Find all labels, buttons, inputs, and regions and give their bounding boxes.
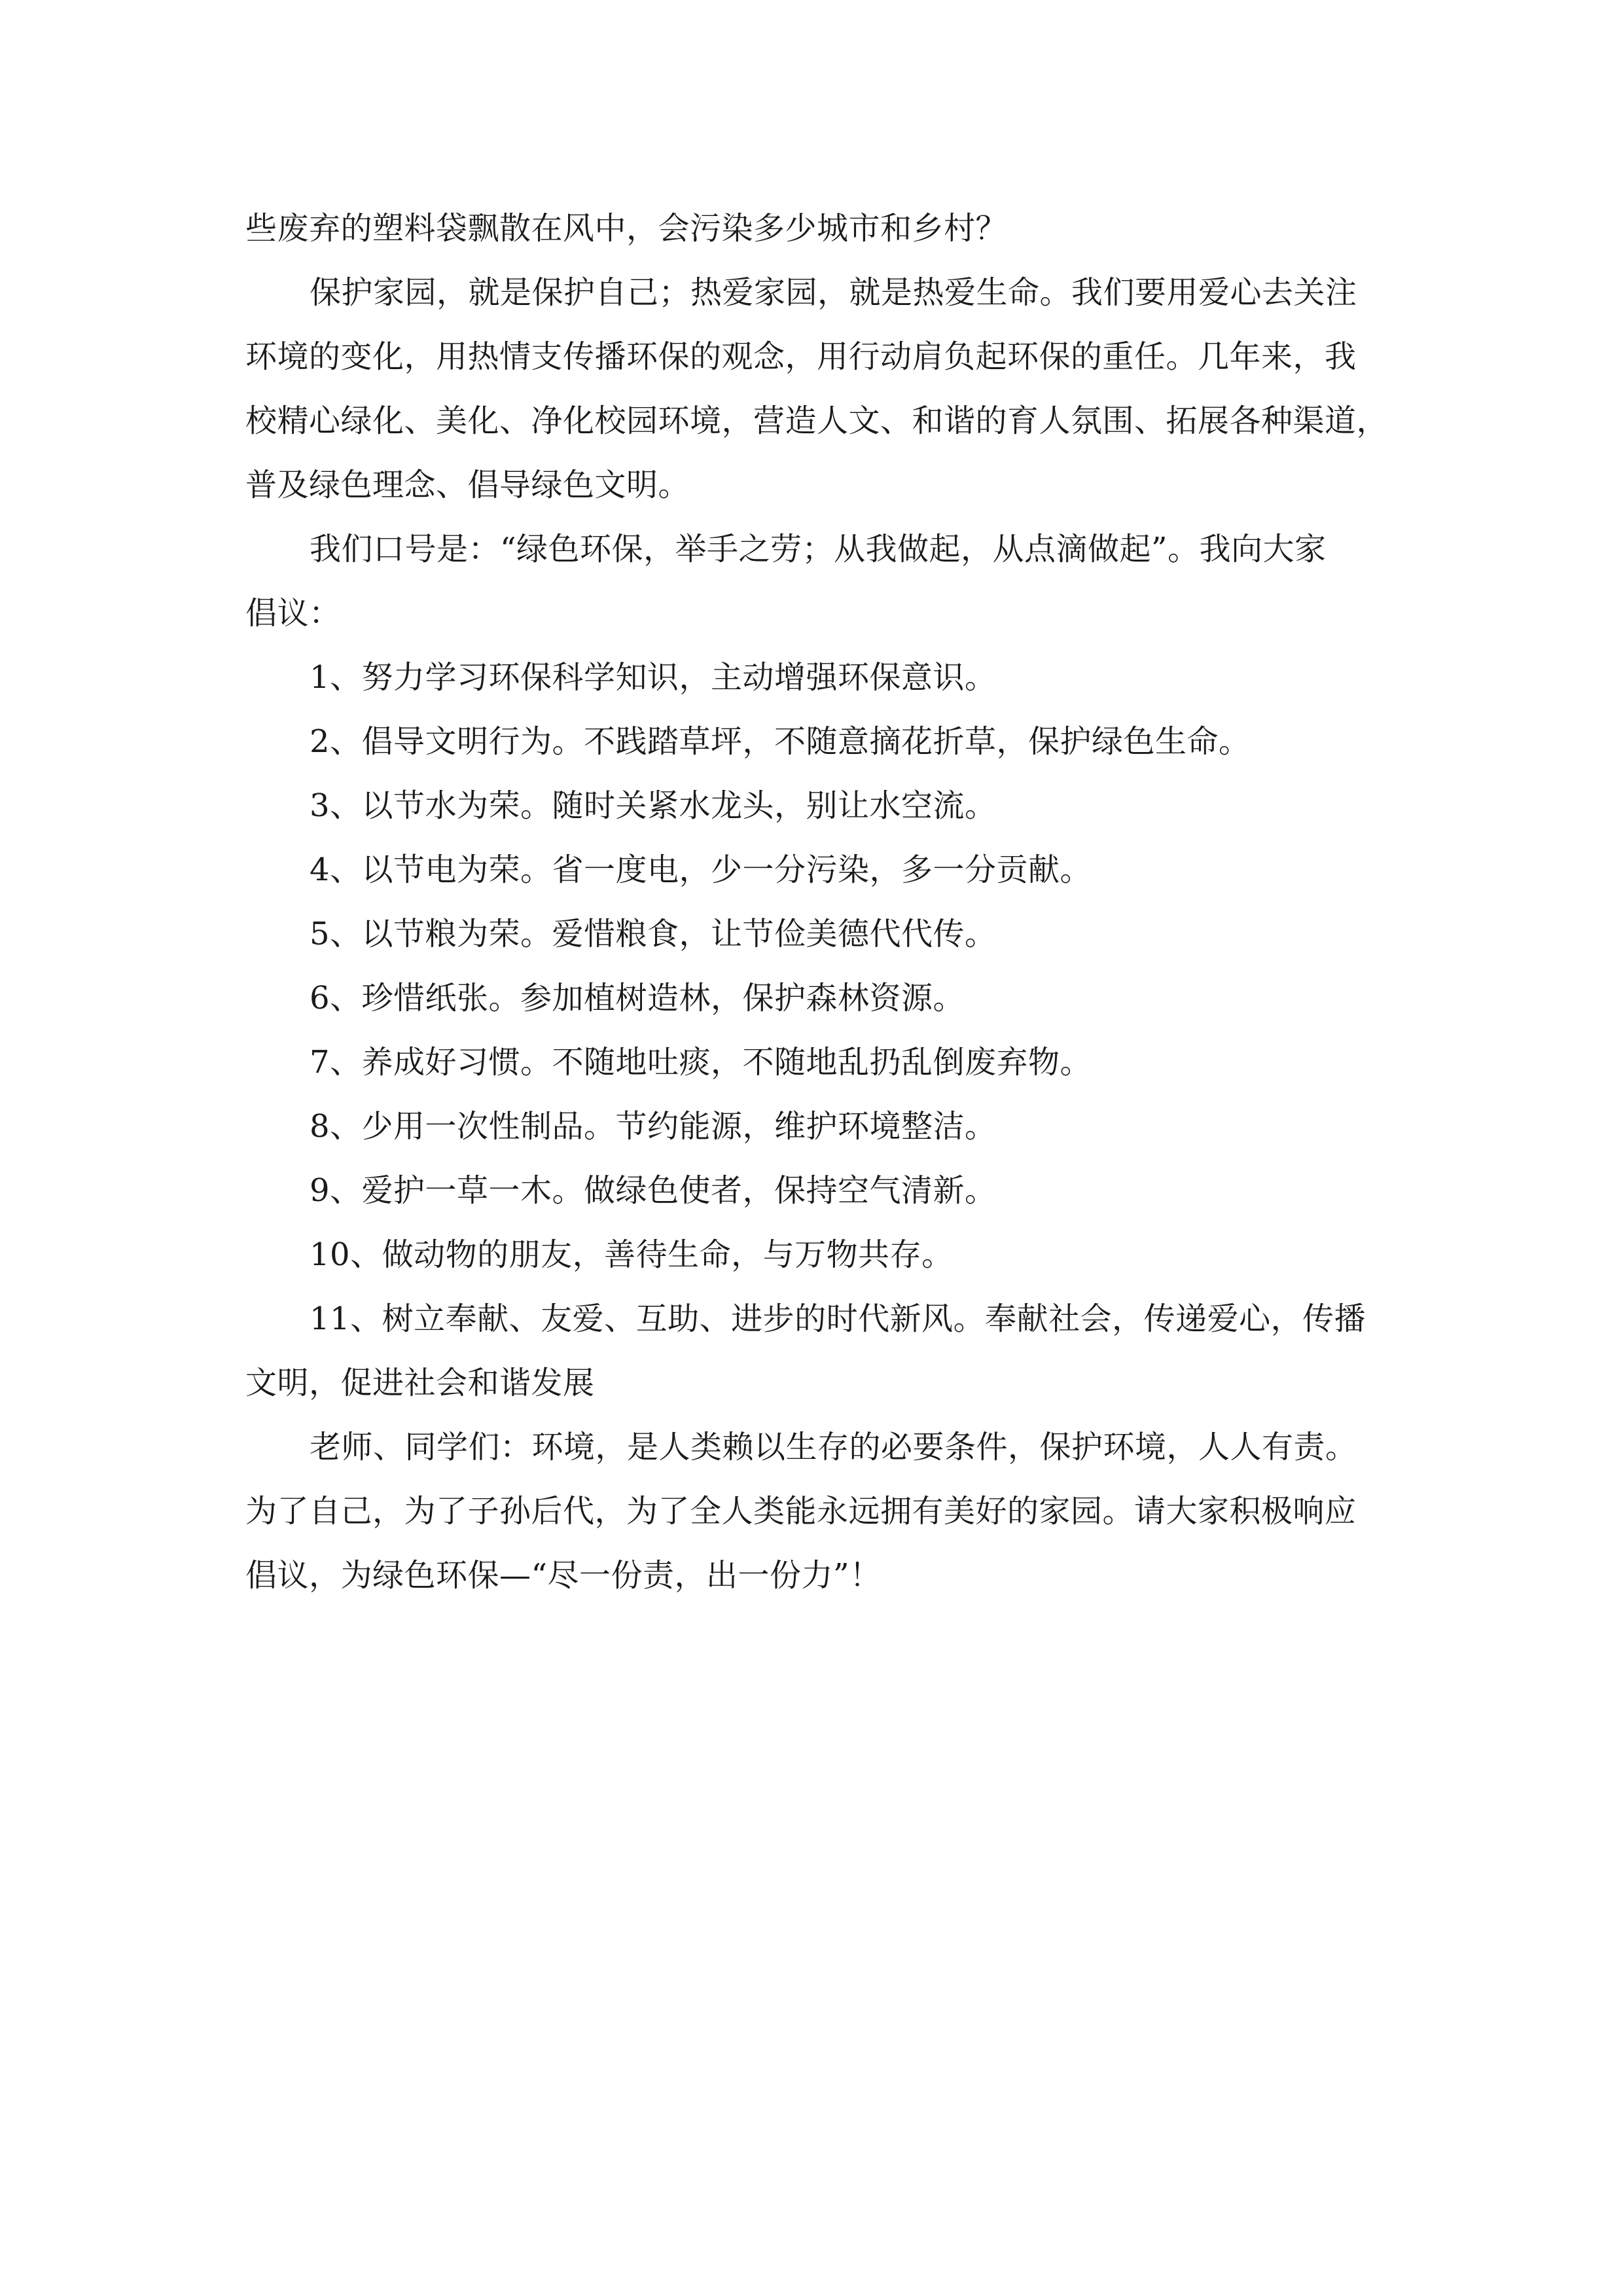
list-item: 11、树立奉献、友爱、互助、进步的时代新风。奉献社会，传递爱心，传播 xyxy=(310,1300,1366,1337)
list-item: 8、少用一次性制品。节约能源，维护环境整洁。 xyxy=(310,1108,997,1145)
list-item: 1、努力学习环保科学知识，主动增强环保意识。 xyxy=(310,659,997,696)
text-line: 倡议： xyxy=(245,595,341,632)
list-item: 2、倡导文明行为。不践踏草坪，不随意摘花折草，保护绿色生命。 xyxy=(310,723,1251,760)
list-item: 4、以节电为荣。省一度电，少一分污染，多一分贡献。 xyxy=(310,852,1092,888)
text-line: 普及绿色理念、倡导绿色文明。 xyxy=(245,467,690,503)
list-item: 5、以节粮为荣。爱惜粮食，让节俭美德代代传。 xyxy=(310,916,997,952)
text-line: 老师、同学们：环境，是人类赖以生存的必要条件，保护环境，人人有责。 xyxy=(310,1429,1357,1465)
text-line: 保护家园，就是保护自己；热爱家园，就是热爱生命。我们要用爱心去关注 xyxy=(310,274,1357,311)
text-line: 倡议，为绿色环保—“尽一份责，出一份力”！ xyxy=(245,1557,882,1594)
text-line: 文明，促进社会和谐发展 xyxy=(245,1365,595,1401)
list-item: 6、珍惜纸张。参加植树造林，保护森林资源。 xyxy=(310,980,965,1016)
list-item: 3、以节水为荣。随时关紧水龙头，别让水空流。 xyxy=(310,787,997,824)
text-line: 我们口号是：“绿色环保，举手之劳；从我做起，从点滴做起”。我向大家 xyxy=(310,531,1327,567)
text-line: 环境的变化，用热情支传播环保的观念，用行动肩负起环保的重任。几年来，我 xyxy=(245,338,1357,375)
text-line: 为了自己，为了子孙后代，为了全人类能永远拥有美好的家园。请大家积极响应 xyxy=(245,1493,1357,1530)
list-item: 10、做动物的朋友，善待生命，与万物共存。 xyxy=(310,1236,954,1273)
list-item: 7、养成好习惯。不随地吐痰，不随地乱扔乱倒废弃物。 xyxy=(310,1044,1092,1081)
text-line: 些废弃的塑料袋飘散在风中，会污染多少城市和乡村？ xyxy=(245,210,1008,247)
text-line: 校精心绿化、美化、净化校园环境，营造人文、和谐的育人氛围、拓展各种渠道， xyxy=(245,403,1389,439)
document-body xyxy=(245,196,1389,1607)
list-item: 9、爱护一草一木。做绿色使者，保持空气清新。 xyxy=(310,1172,997,1209)
